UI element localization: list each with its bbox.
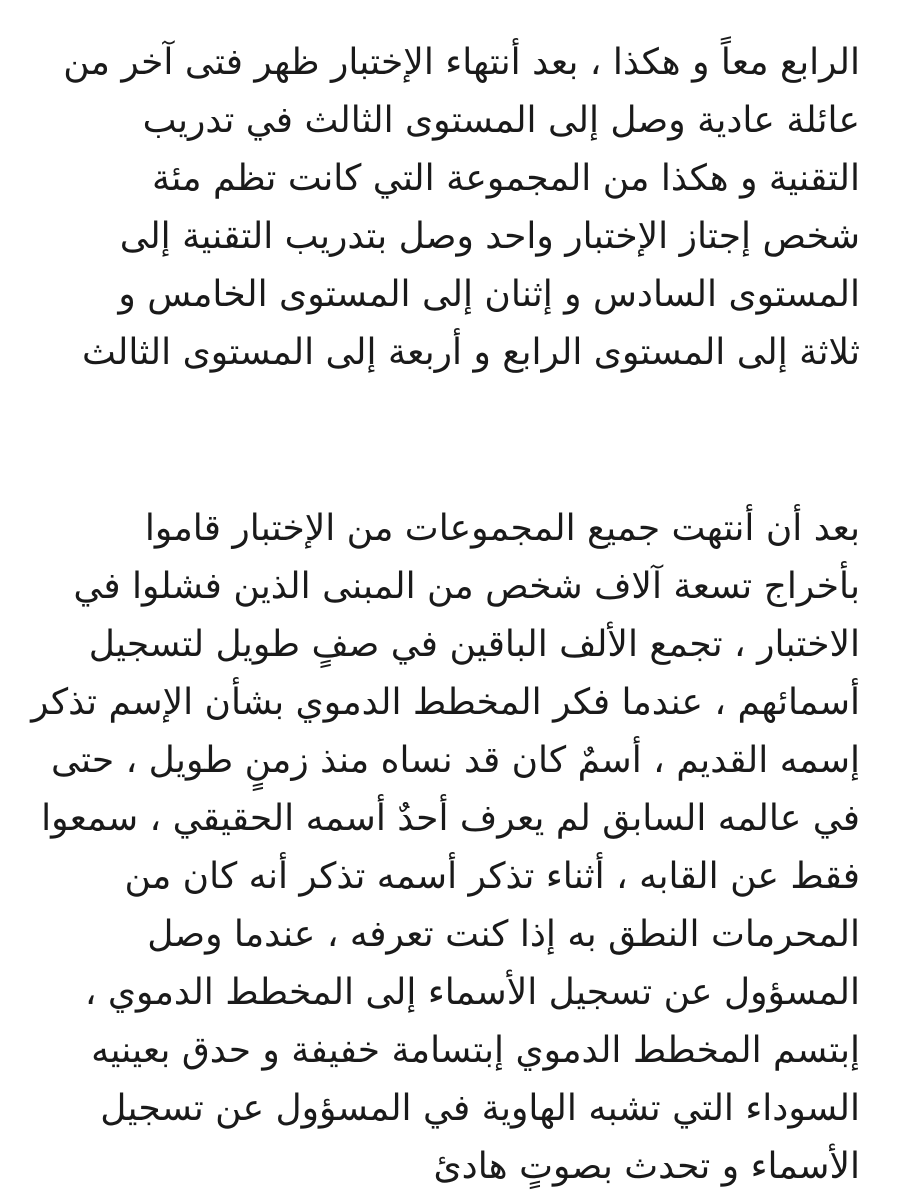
text-line: ثلاثة إلى المستوى الرابع و أربعة إلى المستوى الثالث [82, 332, 860, 373]
text-line: التقنية و هكذا من المجموعة التي كانت تظم مئة [152, 158, 860, 199]
text-line: إبتسم المخطط الدموي إبتسامة خفيفة و حدق بعينيه [91, 1030, 860, 1071]
text-line: السوداء التي تشبه الهاوية في المسؤول عن تسجيل [100, 1088, 860, 1129]
text-line: عائلة عادية وصل إلى المستوى الثالث في تدريب [142, 100, 860, 141]
paragraph-1 [40, 34, 860, 382]
text-line: الأسماء و تحدث بصوتٍ هادئ [433, 1146, 860, 1187]
text-line: بأخراج تسعة آلاف شخص من المبنى الذين فشلوا في [73, 566, 860, 607]
paragraph-spacer [40, 382, 860, 500]
text-line: في عالمه السابق لم يعرف أحدٌ أسمه الحقيقي ، سمعوا [41, 798, 860, 839]
text-line: الرابع معاً و هكذا ، بعد أنتهاء الإختبار ظهر فتى آخر من [63, 42, 860, 83]
text-line: إسمه القديم ، أسمٌ كان قد نساه منذ زمنٍ طويل ، حتى [51, 740, 860, 781]
text-line: المسؤول عن تسجيل الأسماء إلى المخطط الدموي ، [84, 972, 860, 1013]
text-line: أسمائهم ، عندما فكر المخطط الدموي بشأن الإسم تذكر [31, 682, 860, 723]
text-line: المستوى السادس و إثنان إلى المستوى الخامس و [118, 274, 860, 315]
paragraph-2 [31, 500, 860, 1196]
text-line: فقط عن القابه ، أثناء تذكر أسمه تذكر أنه كان من [124, 856, 860, 897]
text-line: بعد أن أنتهت جميع المجموعات من الإختبار قاموا [144, 508, 860, 549]
text-line: الاختبار ، تجمع الألف الباقين في صفٍ طويل لتسجيل [88, 624, 860, 665]
text-line: المحرمات النطق به إذا كنت تعرفه ، عندما وصل [147, 914, 860, 955]
document-page [31, 34, 860, 1196]
text-line: شخص إجتاز الإختبار واحد وصل بتدريب التقنية إلى [119, 216, 860, 257]
